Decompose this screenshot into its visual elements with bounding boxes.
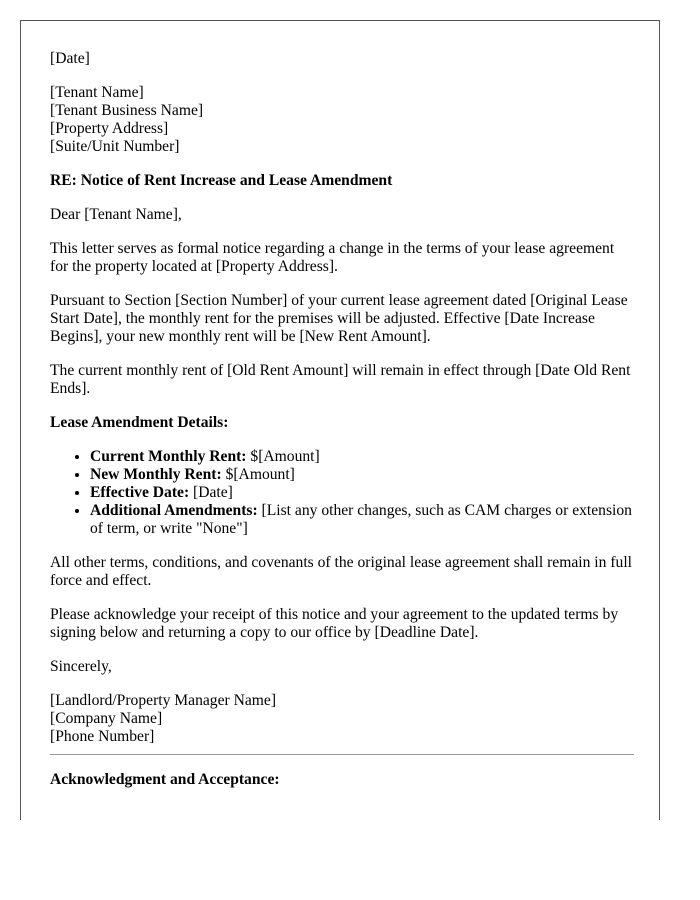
paragraph-acknowledge-request: Please acknowledge your receipt of this notice and your agreement to the updated terms by signing below and returning a copy to our office by [Deadline Date]. bbox=[50, 606, 619, 641]
letter-date: [Date] bbox=[50, 50, 90, 67]
signature-phone: [Phone Number] bbox=[50, 728, 155, 745]
letter-page bbox=[20, 20, 660, 820]
list-item bbox=[90, 466, 634, 484]
details-list bbox=[50, 448, 634, 538]
detail-label-effective-date: Effective Date: bbox=[90, 484, 190, 501]
recipient-address-block bbox=[50, 84, 634, 156]
signature-manager-name: [Landlord/Property Manager Name] bbox=[50, 692, 277, 709]
details-heading: Lease Amendment Details: bbox=[50, 414, 229, 431]
signature-block bbox=[50, 692, 634, 746]
section-divider bbox=[50, 754, 634, 755]
detail-value-current-rent: $[Amount] bbox=[246, 448, 320, 465]
recipient-tenant-name: [Tenant Name] bbox=[50, 84, 144, 101]
paragraph-current-rent: The current monthly rent of [Old Rent Amount] will remain in effect through [Date Old Rent Ends]. bbox=[50, 362, 631, 397]
recipient-property-address: [Property Address] bbox=[50, 120, 169, 137]
detail-label-additional-amendments: Additional Amendments: bbox=[90, 502, 258, 519]
detail-label-new-rent: New Monthly Rent: bbox=[90, 466, 222, 483]
salutation: Dear [Tenant Name], bbox=[50, 206, 182, 223]
paragraph-rent-adjustment: Pursuant to Section [Section Number] of your current lease agreement dated [Original Lease Start Date], the monthly rent for the premises will be adjusted. Effective [Date Increase Begins], your new monthly rent will be [New Rent Amount]. bbox=[50, 292, 628, 345]
detail-value-additional-amendments: [List any other changes, such as CAM charges or extension of term, or write "None"] bbox=[90, 502, 632, 537]
detail-value-new-rent: $[Amount] bbox=[221, 466, 295, 483]
acknowledgment-heading: Acknowledgment and Acceptance: bbox=[50, 771, 280, 788]
list-item bbox=[90, 502, 634, 538]
recipient-business-name: [Tenant Business Name] bbox=[50, 102, 204, 119]
detail-value-effective-date: [Date] bbox=[189, 484, 233, 501]
list-item bbox=[90, 448, 634, 466]
paragraph-terms-remain: All other terms, conditions, and covenants of the original lease agreement shall remain in full force and effect. bbox=[50, 554, 632, 589]
closing: Sincerely, bbox=[50, 658, 112, 675]
list-item bbox=[90, 484, 634, 502]
subject-line: RE: Notice of Rent Increase and Lease Amendment bbox=[50, 172, 393, 189]
recipient-suite-unit: [Suite/Unit Number] bbox=[50, 138, 180, 155]
paragraph-notice: This letter serves as formal notice regarding a change in the terms of your lease agreement for the property located at [Property Address]. bbox=[50, 240, 615, 275]
signature-company-name: [Company Name] bbox=[50, 710, 163, 727]
letter-body bbox=[50, 50, 634, 805]
detail-label-current-rent: Current Monthly Rent: bbox=[90, 448, 247, 465]
